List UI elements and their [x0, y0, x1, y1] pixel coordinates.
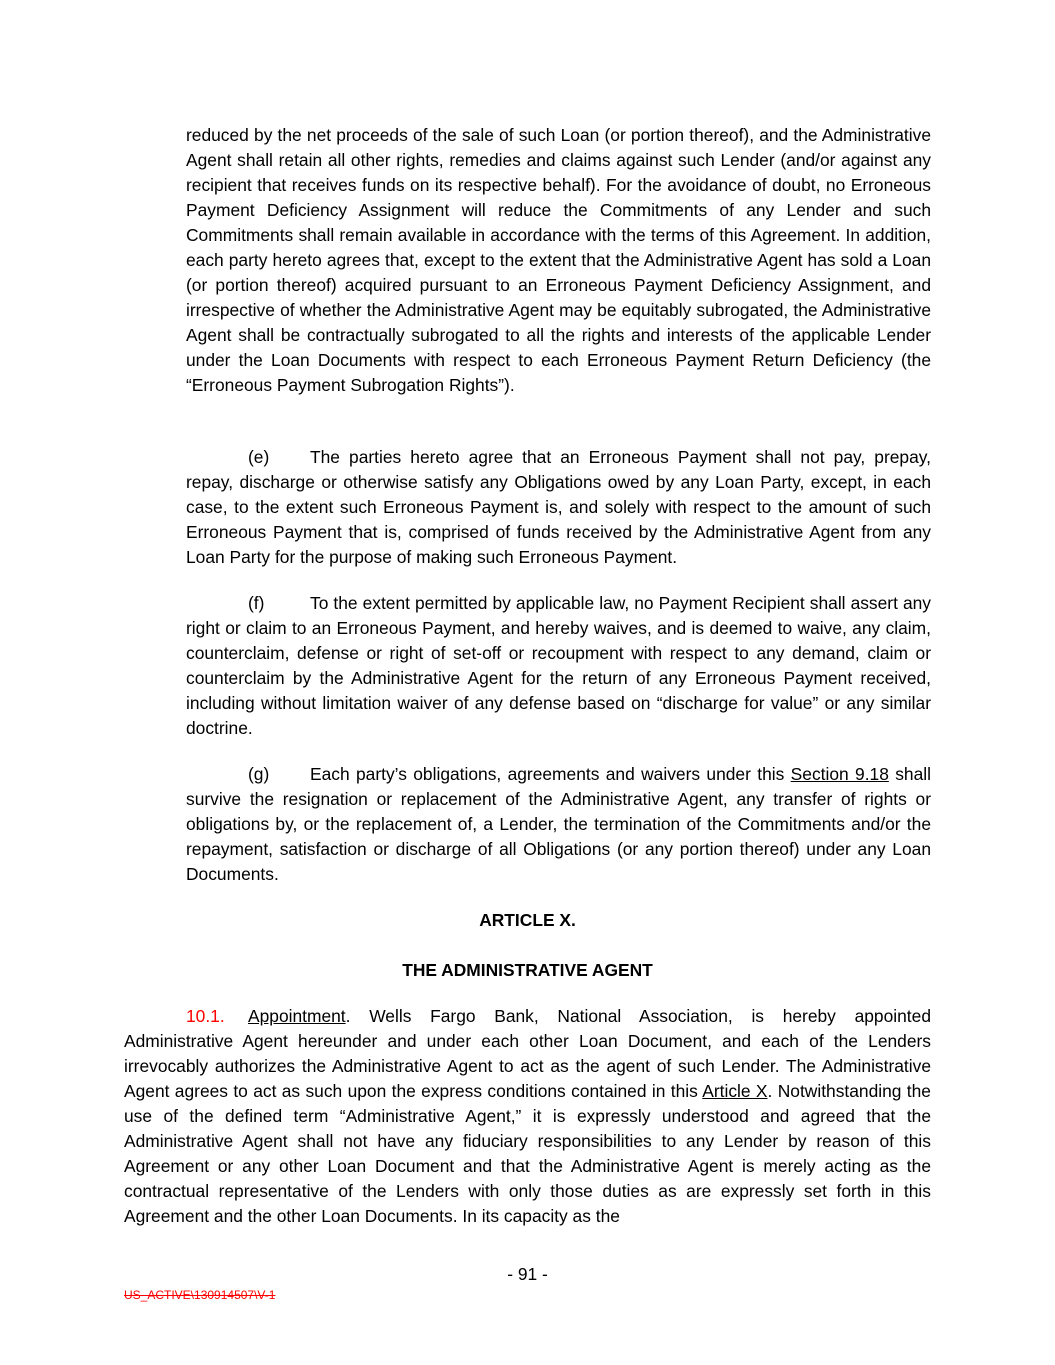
paragraph-g-text-before: Each party’s obligations, agreements and waivers under this — [310, 764, 791, 784]
paragraph-e-label: (e) — [248, 447, 270, 467]
section-10-1-paragraph — [124, 1004, 931, 1229]
paragraph-f-label: (f) — [248, 593, 265, 613]
paragraph-continuation: reduced by the net proceeds of the sale of such Loan (or portion thereof), and the Administrative Agent shall retain all other rights, remedies and claims against such Lender (and/or against any recipient that receives funds on its respective behalf). For the avoidance of doubt, no Erroneous Payment Deficiency Assignment will reduce the Commitments of any Lender and such Commitments shall remain available in accordance with the terms of this Agreement. In addition, each party hereto agrees that, except to the extent that the Administrative Agent has sold a Loan (or portion thereof) acquired pursuant to an Erroneous Payment Deficiency Assignment, and irrespective of whether the Administrative Agent may be equitably subrogated, the Administrative Agent shall be contractually subrogated to all the rights and interests of the applicable Lender under the Loan Documents with respect to each Erroneous Payment Return Deficiency (the “Erroneous Payment Subrogation Rights”). — [186, 125, 931, 395]
paragraph-e — [186, 445, 931, 570]
paragraph-f — [186, 591, 931, 741]
section-text-before: Wells Fargo Bank, National Association, is hereby appointed Administrative Agent hereunder and under each other Loan Document, and each of the Lenders irrevocably authorizes the Administrative Agent to act as the agent of such Lender. The Administrative Agent agrees to act as such upon the express conditions contained in this — [124, 1006, 931, 1101]
paragraph-g-text-after: shall survive the resignation or replacement of the Administrative Agent, any transfer of rights or obligations by, or the replacement of, a Lender, the termination of the Commitments and/or the repayment, satisfaction or discharge of all Obligations (or any portion thereof) under any Loan Documents. — [186, 764, 931, 884]
section-heading: Appointment — [248, 1006, 346, 1026]
paragraph-g — [186, 762, 931, 887]
paragraph-f-text: To the extent permitted by applicable law, no Payment Recipient shall assert any right or claim to an Erroneous Payment, and hereby waives, and is deemed to waive, any claim, counterclaim, defense or right of set-off or recoupment with respect to any demand, claim or counterclaim by the Administrative Agent for the return of any Erroneous Payment received, including without limitation waiver of any defense based on “discharge for value” or any similar doctrine. — [186, 593, 931, 738]
section-9-18-link[interactable]: Section 9.18 — [790, 764, 889, 784]
page-number: - 91 - — [507, 1264, 548, 1284]
paragraph-e-text: The parties hereto agree that an Erroneous Payment shall not pay, prepay, repay, discharge or otherwise satisfy any Obligations owed by any Loan Party, except, in each case, to the extent such Erroneous Payment is, and solely with respect to the amount of such Erroneous Payment that is, comprised of funds received by the Administrative Agent from any Loan Party for the purpose of making such Erroneous Payment. — [186, 447, 931, 567]
article-title: ARTICLE X. — [479, 910, 576, 930]
article-x-link[interactable]: Article X — [702, 1081, 768, 1101]
document-id: US_ACTIVE\130914507\V-1 — [124, 1288, 276, 1302]
section-text-after: . Notwithstanding the use of the defined term “Administrative Agent,” it is expressly understood and agreed that the Administrative Agent shall not have any fiduciary responsibilities to any Lender by reason of this Agreement or any other Loan Document and that the Administrative Agent is merely acting as the contractual representative of the Lenders with only those duties as are expressly set forth in this Agreement and the other Loan Documents. In its capacity as the — [124, 1081, 931, 1226]
article-subtitle: THE ADMINISTRATIVE AGENT — [402, 960, 653, 980]
section-heading-suffix: . — [345, 1006, 351, 1026]
paragraph-g-label: (g) — [248, 764, 270, 784]
section-number: 10.1. — [186, 1006, 225, 1026]
